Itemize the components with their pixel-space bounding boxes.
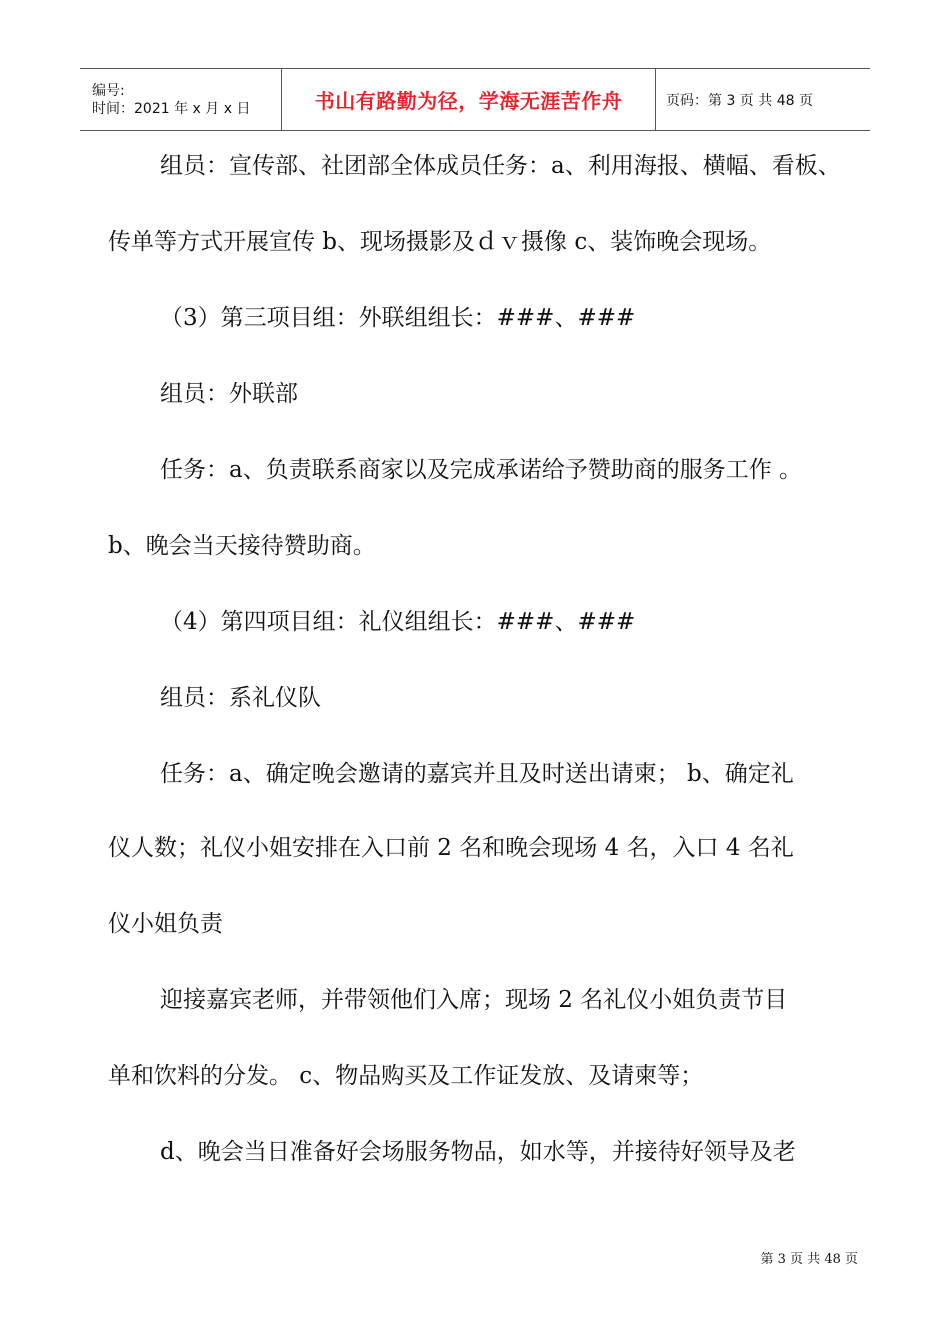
paragraph-line: d、晚会当日准备好会场服务物品，如水等，并接待好领导及老 (160, 1139, 796, 1165)
paragraph-line: 仪小姐负责 (108, 911, 223, 937)
header-meta (80, 69, 282, 130)
header-page-info (656, 69, 870, 130)
paragraph-line: （3）第三项目组：外联组组长：###、### (160, 305, 636, 331)
page-footer (761, 1248, 858, 1267)
paragraph-line: （4）第四项目组：礼仪组组长：###、### (160, 609, 636, 635)
paragraph-line: 组员：宣传部、社团部全体成员任务：a、利用海报、横幅、看板、 (160, 153, 841, 179)
paragraph-line: 任务：a、负责联系商家以及完成承诺给予赞助商的服务工作 。 (160, 457, 803, 483)
paragraph-line: 仪人数；礼仪小姐安排在入口前 2 名和晚会现场 4 名，入口 4 名礼 (108, 835, 794, 861)
motto-text: 书山有路勤为径，学海无涯苦作舟 (314, 89, 623, 113)
header-page-number: 页码：第 3 页 共 48 页 (666, 92, 813, 109)
paragraph-line: 单和饮料的分发。 c、物品购买及工作证发放、及请柬等； (108, 1063, 704, 1089)
page-header (80, 68, 870, 131)
header-motto (282, 69, 656, 130)
paragraph-line: 传单等方式开展宣传 b、现场摄影及ｄｖ摄像 c、装饰晚会现场。 (108, 229, 772, 255)
paragraph-line: b、晚会当天接待赞助商。 (108, 533, 376, 559)
document-number-label: 编号: (92, 82, 125, 99)
paragraph-line: 组员：系礼仪队 (160, 685, 321, 711)
document-date-label: 时间：2021 年 x 月 x 日 (92, 100, 251, 117)
paragraph-line: 迎接嘉宾老师，并带领他们入席；现场 2 名礼仪小姐负责节目 (160, 987, 788, 1013)
paragraph-line: 组员：外联部 (160, 381, 298, 407)
footer-page-number: 第 3 页 共 48 页 (760, 1252, 858, 1267)
paragraph-line: 任务：a、确定晚会邀请的嘉宾并且及时送出请柬； b、确定礼 (160, 761, 794, 787)
